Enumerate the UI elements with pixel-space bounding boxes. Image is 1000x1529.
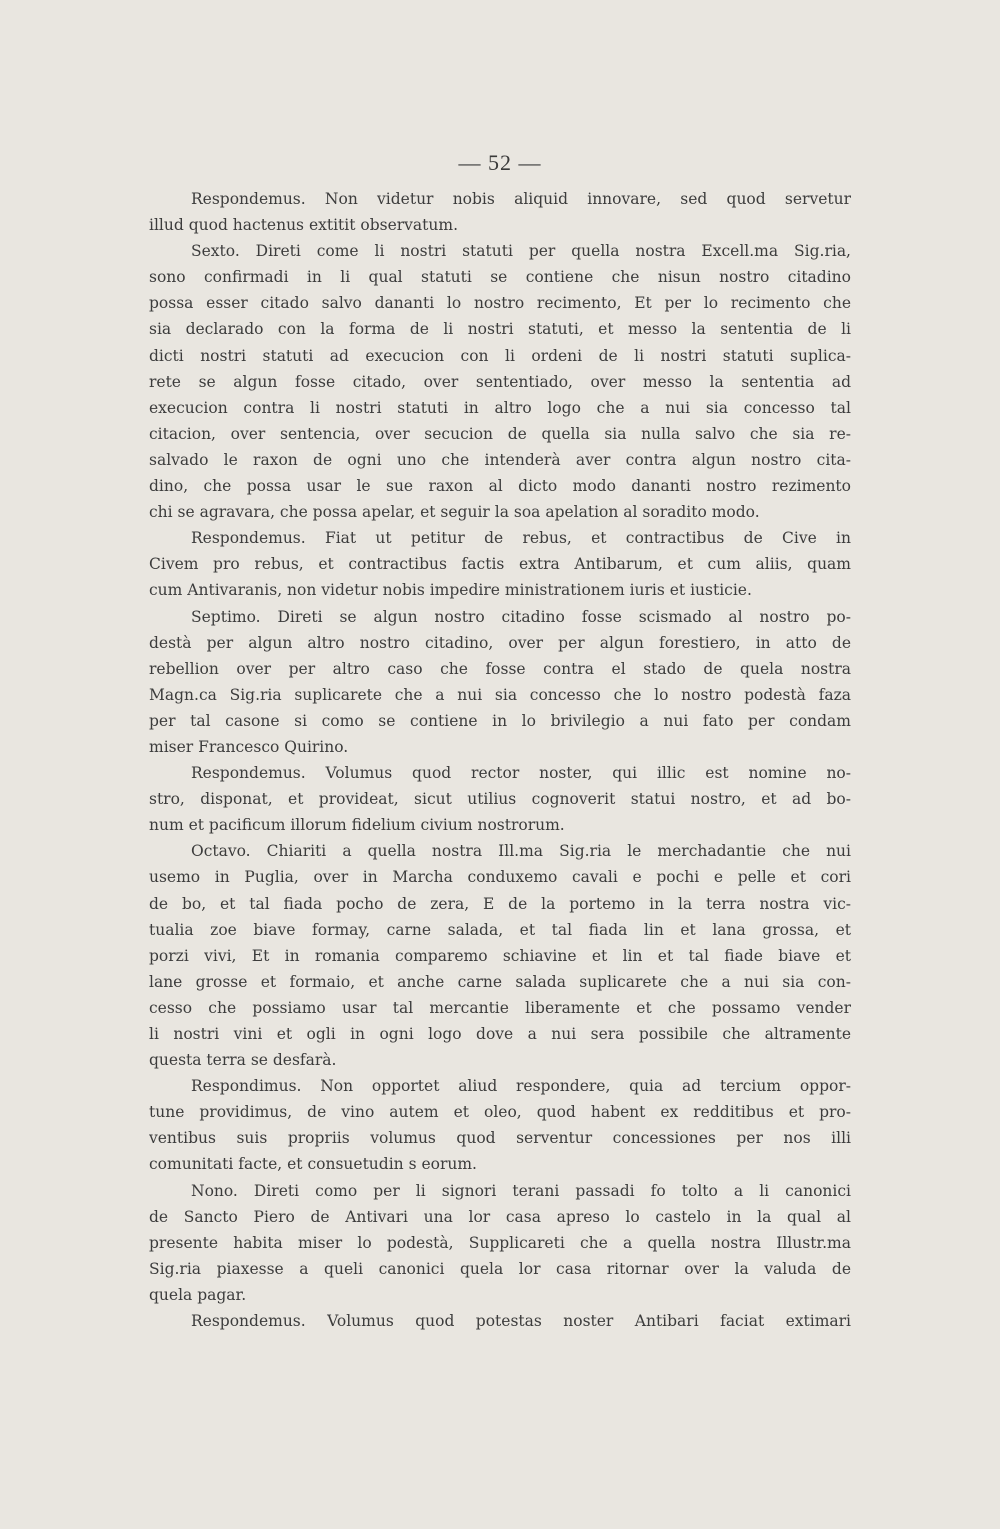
text-line: dino, che possa usar le sue raxon al dicto modo dananti nostro rezimento (149, 477, 851, 496)
text-line: Respondemus. Fiat ut petitur de rebus, et contractibus de Cive in (191, 529, 851, 548)
text-line: per tal casone si como se contiene in lo brivilegio a nui fato per condam (149, 711, 851, 730)
text-line: presente habita miser lo podestà, Supplicareti che a quella nostra Illustr.ma (149, 1233, 851, 1252)
text-line: illud quod hactenus extitit observatum. (149, 216, 459, 235)
text-line: porzi vivi, Et in romania comparemo schiavine et lin et tal fiade biave et (149, 946, 851, 965)
text-line: lane grosse et formaio, et anche carne salada suplicarete che a nui sia con- (149, 972, 851, 991)
body-text (149, 186, 851, 1334)
page-number: — 52 — (458, 150, 542, 175)
text-line: execucion contra li nostri statuti in altro logo che a nui sia concesso tal (149, 398, 851, 417)
text-line: possa esser citado salvo dananti lo nostro recimento, Et per lo recimento che (149, 294, 851, 313)
text-line: cesso che possiamo usar tal mercantie liberamente et che possamo vender (149, 998, 851, 1017)
text-line: sia declarado con la forma de li nostri statuti, et messo la sententia de li (149, 320, 851, 339)
text-line: stro, disponat, et provideat, sicut utilius cognoverit statui nostro, et ad bo- (149, 790, 851, 809)
text-line: questa terra se desfarà. (149, 1051, 337, 1070)
text-line: de Sancto Piero de Antivari una lor casa apreso lo castelo in la qual al (149, 1207, 851, 1226)
text-line: sono confirmadi in li qual statuti se contiene che nisun nostro citadino (149, 268, 851, 287)
text-line: rebellion over per altro caso che fosse contra el stado de quela nostra (149, 659, 851, 678)
text-line: rete se algun fosse citado, over sententiado, over messo la sententia ad (149, 372, 851, 391)
text-line: usemo in Puglia, over in Marcha conduxemo cavali e pochi e pelle et cori (149, 868, 851, 887)
text-line: dicti nostri statuti ad execucion con li ordeni de li nostri statuti suplica- (149, 346, 851, 365)
text-line: Respondimus. Non opportet aliud respondere, quia ad tercium oppor- (191, 1077, 851, 1096)
text-line: Respondemus. Non videtur nobis aliquid innovare, sed quod servetur (191, 190, 851, 208)
text-line: miser Francesco Quirino. (149, 737, 349, 756)
text-line: Sexto. Direti come li nostri statuti per quella nostra Excell.ma Sig.ria, (191, 242, 851, 261)
text-line: Nono. Direti como per li signori terani passadi fo tolto a li canonici (191, 1181, 851, 1200)
text-line: de bo, et tal fiada pocho de zera, E de la portemo in la terra nostra vic- (149, 894, 851, 913)
text-line: li nostri vini et ogli in ogni logo dove a nui sera possibile che altramente (149, 1025, 851, 1043)
text-line: destà per algun altro nostro citadino, over per algun forestiero, in atto de (149, 633, 851, 652)
text-line: Sig.ria piaxesse a queli canonici quela lor casa ritornar over la valuda de (149, 1259, 851, 1278)
text-line: cum Antivaranis, non videtur nobis impedire ministrationem iuris et iusticie. (149, 581, 752, 600)
text-line: Magn.ca Sig.ria suplicarete che a nui sia concesso che lo nostro podestà faza (149, 685, 851, 704)
text-line: Octavo. Chiariti a quella nostra Ill.ma Sig.ria le merchadantie che nui (191, 842, 851, 861)
text-line: salvado le raxon de ogni uno che intenderà aver contra algun nostro cita- (149, 450, 851, 469)
text-line: quela pagar. (149, 1285, 247, 1304)
text-line: num et pacificum illorum fidelium civium nostrorum. (149, 816, 565, 835)
text-line: Respondemus. Volumus quod potestas noster Antibari faciat extimari (191, 1312, 851, 1331)
text-line: ventibus suis propriis volumus quod serventur concessiones per nos illi (149, 1129, 851, 1148)
text-line: citacion, over sentencia, over secucion de quella sia nulla salvo che sia re- (149, 424, 851, 443)
text-line: tualia zoe biave formay, carne salada, et tal fiada lin et lana grossa, et (149, 920, 851, 939)
text-line: Respondemus. Volumus quod rector noster, qui illic est nomine no- (191, 764, 851, 783)
text-line: Septimo. Direti se algun nostro citadino fosse scismado al nostro po- (191, 607, 851, 626)
text-line: tune providimus, de vino autem et oleo, quod habent ex redditibus et pro- (149, 1103, 851, 1122)
text-line: chi se agravara, che possa apelar, et seguir la soa apelation al soradito modo. (149, 503, 760, 522)
text-line: Civem pro rebus, et contractibus factis extra Antibarum, et cum aliis, quam (149, 555, 851, 574)
text-line: comunitati facte, et consuetudin s eorum. (149, 1155, 477, 1174)
